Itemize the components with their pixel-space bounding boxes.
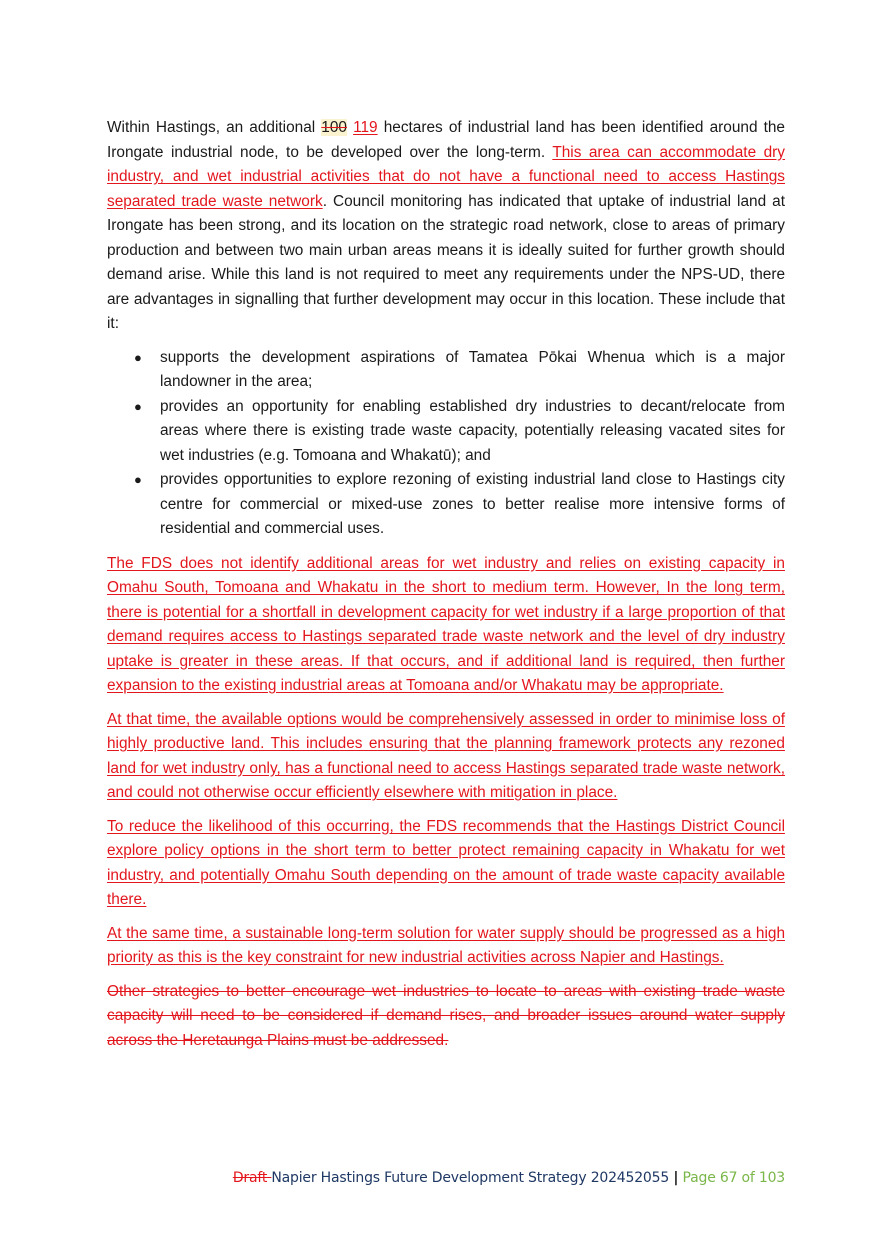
paragraph-wet-industry: The FDS does not identify additional areas for wet industry and relies on existing capacity in Omahu South, Tomoana and Whakatu in the short to medium term. However, In the long term, there is potential for a shortfall in development capacity for wet industry if a large proportion of that demand requires access to Hastings separated trade waste network and the level of dry industry uptake is greater in these areas. If that occurs, and if additional land is required, then further expansion to the existing industrial areas at Tomoana and/or Whakatu may be appropriate.	[107, 554, 785, 694]
list-item	[107, 395, 785, 469]
footer-page-number: Page 67 of 103	[682, 1170, 785, 1186]
paragraph-reduce-likelihood: To reduce the likelihood of this occurring, the FDS recommends that the Hastings District Council explore policy options in the short term to better protect remaining capacity in Whakatu for wet industry, and potentially Omahu South depending on the amount of trade waste capacity available there.	[107, 817, 785, 908]
paragraph-text: hectares of industrial land has been identified around the Irongate industrial node, to be developed over the long-term.	[107, 119, 785, 161]
paragraph-water-supply: At the same time, a sustainable long-term solution for water supply should be progressed as a high priority as this is the key constraint for new industrial activities across Napier and Hastings.	[107, 924, 785, 966]
document-body	[107, 116, 785, 1062]
page-footer	[233, 1170, 785, 1186]
list-item	[107, 468, 785, 542]
bullet-icon: ●	[134, 349, 142, 365]
bullet-list	[107, 346, 785, 542]
list-item-text: provides opportunities to explore rezoning of existing industrial land close to Hastings city centre for commercial or mixed-use zones to better realise more intensive forms of residential and commercial uses.	[160, 471, 785, 537]
paragraph-options-assessment: At that time, the available options would be comprehensively assessed in order to minimise loss of highly productive land. This includes ensuring that the planning framework protects any rezoned land for wet industry only, has a functional need to access Hastings separated trade waste network, and could not otherwise occur efficiently elsewhere with mitigation in place.	[107, 710, 785, 801]
bullet-icon: ●	[134, 398, 142, 414]
bullet-icon: ●	[134, 472, 142, 487]
list-item	[107, 346, 785, 395]
deleted-text: 100	[321, 119, 347, 136]
inserted-text: This area can accommodate dry industry, and wet industrial activities that do not have a functional need to access Hastings separated trade waste network	[107, 143, 786, 210]
footer-separator: |	[673, 1170, 679, 1186]
paragraph-deleted-strategies: Other strategies to better encourage wet industries to locate to areas with existing trade waste capacity will need to be considered if demand rises, and broader issues around water supply across the Heretaunga Plains must be addressed.	[107, 982, 785, 1049]
paragraph-irongate	[107, 116, 785, 337]
inserted-text: 119	[353, 119, 378, 136]
paragraph-text: Within Hastings, an additional	[107, 119, 322, 136]
list-item-text: supports the development aspirations of Tamatea Pōkai Whenua which is a major landowner in the area;	[160, 348, 785, 390]
paragraph-text: . Council monitoring has indicated that uptake of industrial land at Irongate has been strong, and its location on the strategic road network, close to areas of primary production and between two main urban areas means it is ideally suited for further growth should demand arise. While this land is not required to meet any requirements under the NPS-UD, there are advantages in signalling that further development may occur in this location. These include that it:	[107, 192, 785, 332]
footer-draft-deleted: Draft	[232, 1170, 272, 1186]
footer-document-title: Napier Hastings Future Development Strategy 202452055	[271, 1170, 670, 1186]
list-item-text: provides an opportunity for enabling established dry industries to decant/relocate from areas where there is existing trade waste capacity, potentially releasing vacated sites for wet industries (e.g. Tomoana and Whakatū); and	[160, 397, 785, 464]
